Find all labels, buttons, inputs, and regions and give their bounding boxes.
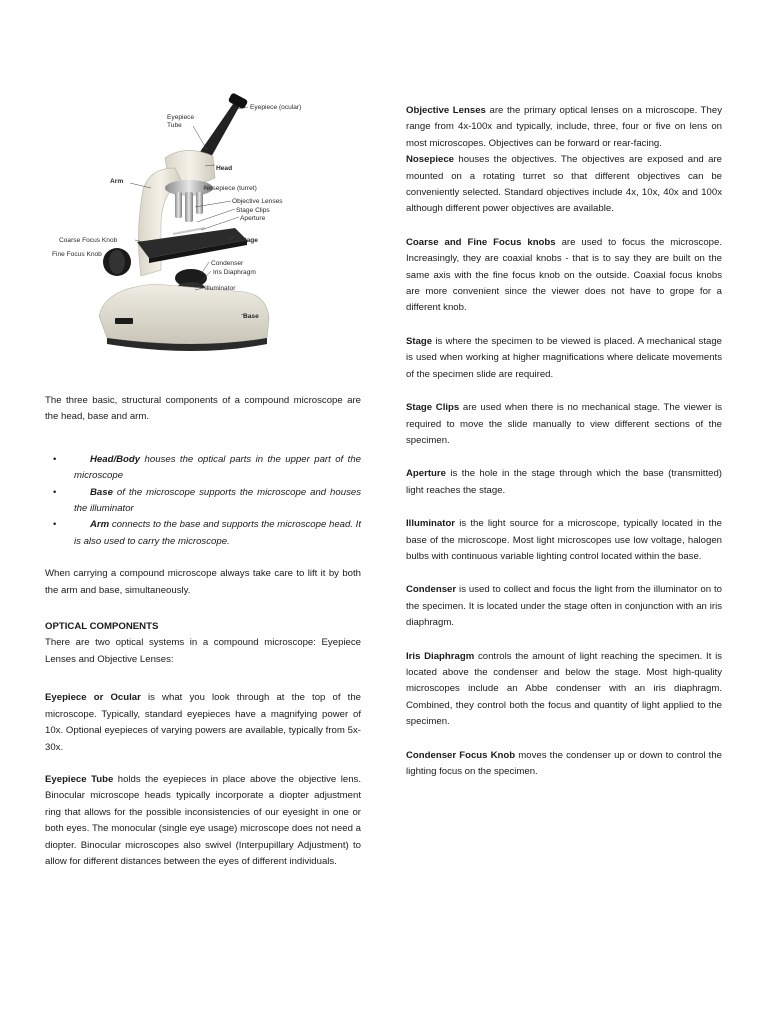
label-stage: Stage (240, 237, 258, 244)
intro-paragraph: The three basic, structural components of a compound microscope are the head, base and arm. (45, 395, 361, 423)
condenser-paragraph: Condenser is used to collect and focus the light from the illuminator on to the specimen. It is located under the stage often in conjunction with an iris diaphragm. (406, 584, 722, 629)
bullet-icon: • (53, 519, 57, 531)
right-column (406, 103, 722, 780)
stage-clips-paragraph: Stage Clips are used when there is no mechanical stage. The viewer is required to move the slide manually to view different sections of the specimen. (406, 402, 723, 446)
left-column (45, 393, 361, 870)
label-base: Base (243, 313, 259, 320)
nosepiece-paragraph: Nosepiece houses the objectives. The objectives are exposed and are mounted on a rotating turret so that different objectives can be conveniently selected. Standard objectives include 4x, 10x, 40x and 100x although different power objectives are available. (406, 154, 722, 215)
condenser-focus-knob-paragraph: Condenser Focus Knob moves the condenser up or down to control the lighting focus on the specimen. (406, 749, 723, 777)
objective-paragraph: Objective Lenses are the primary optical lenses on a microscope. They range from 4x-100x and typically, include, three, four or five on lens on most microscopes. Objectives can be forward or rear-facing. (406, 105, 723, 149)
microscope-diagram (45, 92, 317, 368)
focus-knobs-paragraph: Coarse and Fine Focus knobs are used to focus the microscope. Increasingly, they are coaxial knobs - that is to say they are built on the same axis with the fine focus knob on the outside. Coaxial focus knobs are more convenient since the viewer does not have to grope for a different knob. (406, 236, 722, 314)
label-eyepiece-tube-2: Tube (167, 122, 182, 129)
carry-paragraph: When carrying a compound microscope always take care to lift it by both the arm and base, simultaneously. (45, 568, 361, 596)
eyepiece-tube-paragraph: Eyepiece Tube holds the eyepieces in place above the objective lens. Binocular microscope heads typically incorporate a diopter adjustment ring that allows for the possible inconsistencies of our eyesight in one or both eyes. The monocular (single eye usage) microscope does not need a diopter. Binocular microscopes also swivel (Interpupillary Adjustment) to allow for different distances between the eyes of different individuals. (45, 773, 361, 867)
label-iris: Iris Diaphragm (213, 269, 256, 276)
eyepiece-paragraph: Eyepiece or Ocular is what you look through at the top of the microscope. Typically, standard eyepieces have a magnifying power of 10x. Optional eyepieces of varying powers are available, typically from 5x-30x. (45, 692, 361, 753)
label-condenser: Condenser (211, 260, 244, 267)
list-item: • Arm connects to the base and supports the microscope head. It is also used to carry the microscope. (53, 519, 361, 547)
label-nosepiece: Nosepiece (turret) (204, 185, 257, 192)
label-eyepiece: Eyepiece (ocular) (250, 104, 302, 111)
list-item: • Base of the microscope supports the microscope and houses the illuminator (53, 486, 361, 515)
bullet-icon: • (53, 453, 57, 465)
optical-intro: There are two optical systems in a compound microscope: Eyepiece Lenses and Objective Lenses: (45, 637, 361, 665)
optical-heading: OPTICAL COMPONENTS (45, 621, 159, 633)
microscope-illustration (45, 92, 317, 368)
stage-paragraph: Stage is where the specimen to be viewed is placed. A mechanical stage is used when working at higher magnifications where delicate movements of the specimen slide are required. (406, 335, 722, 380)
label-eyepiece-tube: Eyepiece (167, 114, 195, 121)
iris-diaphragm-paragraph: Iris Diaphragm controls the amount of light reaching the specimen. It is located above the condenser and below the stage. Most high-quality microscopes include an Abbe condenser with an iris diaphragm. Combined, they control both the focus and quantity of light applied to the specimen. (406, 650, 722, 728)
list-item: • Head/Body houses the optical parts in the upper part of the microscope (53, 453, 361, 482)
label-fine-focus: Fine Focus Knob (52, 251, 102, 258)
illuminator-paragraph: Illuminator is the light source for a microscope, typically located in the base of the microscope. Most light microscopes use low voltage, halogen bulbs with continuous variable lighting control located within the base. (406, 518, 722, 562)
aperture-paragraph: Aperture is the hole in the stage through which the base (transmitted) light reaches the stage. (406, 468, 722, 496)
label-stage-clips: Stage Clips (236, 207, 270, 214)
label-aperture: Aperture (240, 215, 266, 222)
bullet-icon: • (53, 486, 57, 498)
label-objective-lenses: Objective Lenses (232, 198, 283, 205)
label-illuminator: Illuminator (205, 285, 236, 292)
structural-parts-list (45, 452, 361, 550)
label-arm: Arm (110, 178, 124, 185)
label-head: Head (216, 165, 233, 172)
label-coarse-focus: Coarse Focus Knob (59, 237, 118, 244)
